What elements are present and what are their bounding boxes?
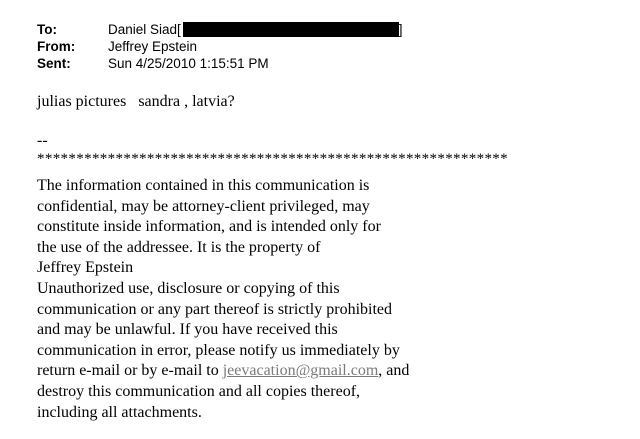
to-suffix: ]: [398, 22, 403, 37]
to-value: Daniel Siad[: [108, 22, 181, 37]
confidentiality-disclaimer: [37, 176, 409, 423]
disclaimer-line: Unauthorized use, disclosure or copying of this: [37, 279, 340, 297]
email-header: [37, 21, 403, 72]
disclaimer-line: and may be unlawful. If you have received this: [37, 321, 338, 339]
disclaimer-line: communication in error, please notify us immediately by: [37, 341, 400, 359]
to-row: [37, 21, 403, 38]
asterisk-divider: ************************************************************: [37, 151, 508, 167]
to-value-wrap: [108, 21, 403, 38]
disclaimer-line: Jeffrey Epstein: [37, 259, 134, 277]
sent-value: Sun 4/25/2010 1:15:51 PM: [108, 56, 269, 71]
disclaimer-line: including all attachments.: [37, 403, 202, 421]
from-row: [37, 38, 403, 55]
disclaimer-line: The information contained in this communication is: [37, 177, 370, 194]
disclaimer-line: destroy this communication and all copies thereof,: [37, 382, 361, 400]
disclaimer-line-text: , and: [378, 362, 410, 380]
signature-separator: --: [37, 132, 48, 149]
from-value: Jeffrey Epstein: [108, 39, 198, 54]
from-label: From:: [37, 39, 76, 54]
disclaimer-line: constitute inside information, and is intended only for: [37, 218, 381, 236]
disclaimer-line: confidential, may be attorney-client privileged, may: [37, 197, 370, 215]
disclaimer-line: communication or any part thereof is strictly prohibited: [37, 300, 393, 318]
redaction-block: [183, 22, 399, 37]
sent-label: Sent:: [37, 56, 71, 71]
to-label: To:: [37, 22, 57, 37]
sent-row: [37, 55, 403, 72]
email-link[interactable]: jeevacation@gmail.com: [222, 362, 379, 380]
disclaimer-line-text: return e-mail or by e-mail to: [37, 362, 223, 380]
disclaimer-line-with-link: [37, 361, 409, 382]
message-body-text: julias pictures sandra , latvia?: [37, 93, 235, 110]
disclaimer-line: the use of the addressee. It is the property of: [37, 238, 321, 256]
